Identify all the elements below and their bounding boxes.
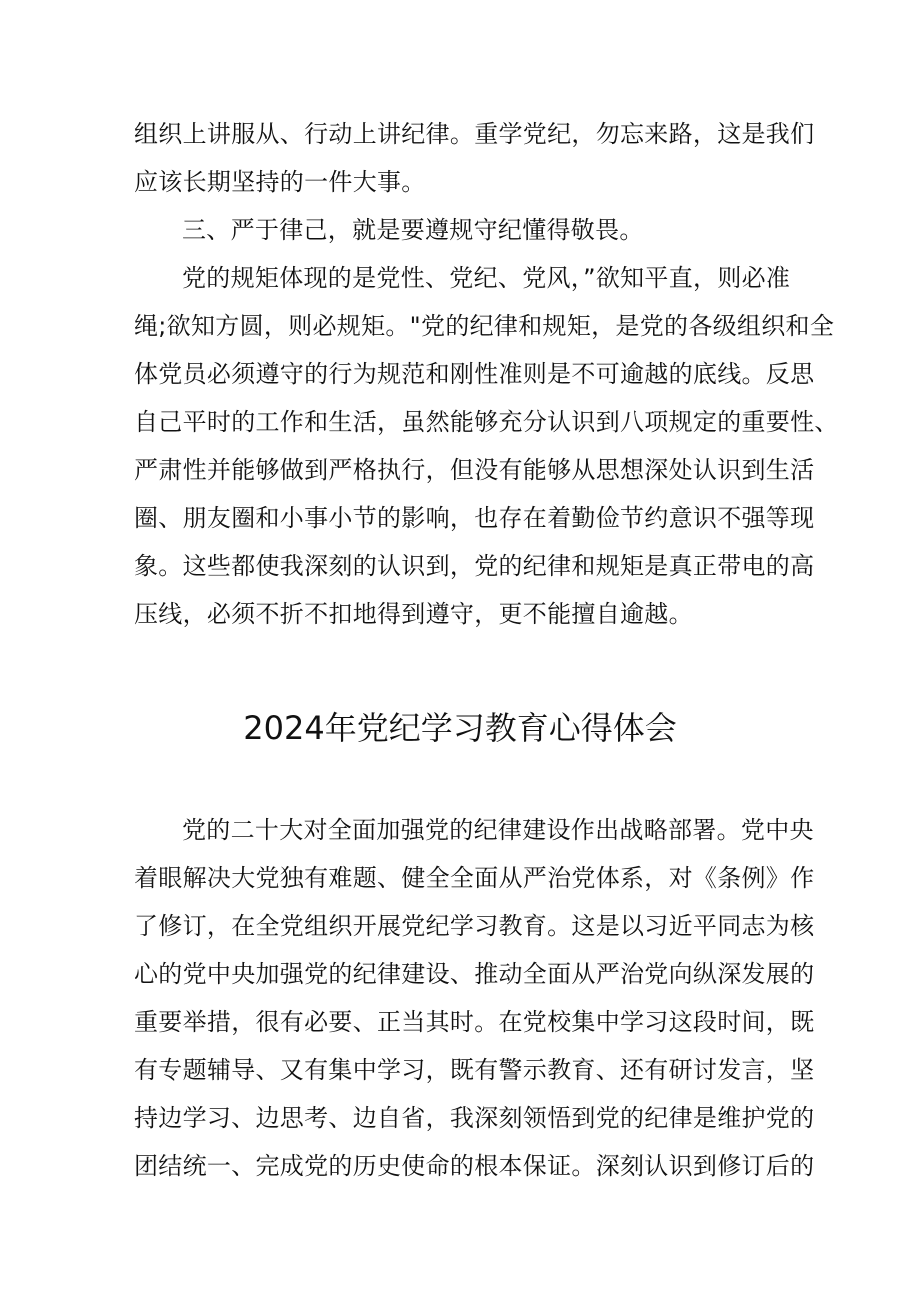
paragraph-line: 团结统一、完成党的历史使命的根本保证。深刻认识到修订后的 <box>134 1152 815 1180</box>
paragraph-line: 绳;欲知方圆，则必规矩。"党的纪律和规矩，是党的各级组织和全 <box>134 312 835 340</box>
document-title: 2024年党纪学习教育心得体会 <box>243 709 677 747</box>
paragraph-line: 组织上讲服从、行动上讲纪律。重学党纪，勿忘来路，这是我们 <box>134 120 815 148</box>
paragraph-line: 体党员必须遵守的行为规范和刚性准则是不可逾越的底线。反思 <box>134 360 815 388</box>
paragraph-line: 应该长期坚持的一件大事。 <box>134 168 426 196</box>
paragraph-line: 自己平时的工作和生活，虽然能够充分认识到八项规定的重要性、 <box>134 408 839 436</box>
paragraph-line: 象。这些都使我深刻的认识到，党的纪律和规矩是真正带电的高 <box>134 552 815 580</box>
paragraph-line: 了修订，在全党组织开展党纪学习教育。这是以习近平同志为核 <box>134 912 815 940</box>
paragraph-line: 圈、朋友圈和小事小节的影响，也存在着勤俭节约意识不强等现 <box>134 504 815 532</box>
section-heading: 三、严于律己，就是要遵规守纪懂得敬畏。 <box>182 216 644 244</box>
paragraph-line: 党的二十大对全面加强党的纪律建设作出战略部署。党中央 <box>182 816 814 844</box>
paragraph-line: 重要举措，很有必要、正当其时。在党校集中学习这段时间，既 <box>134 1008 815 1036</box>
paragraph-line: 持边学习、边思考、边自省，我深刻领悟到党的纪律是维护党的 <box>134 1104 815 1132</box>
paragraph-line: 有专题辅导、又有集中学习，既有警示教育、还有研讨发言，坚 <box>134 1056 815 1084</box>
paragraph-line: 党的规矩体现的是党性、党纪、党风，”欲知平直，则必准 <box>182 264 791 292</box>
paragraph-line: 着眼解决大党独有难题、健全全面从严治党体系，对《条例》作 <box>134 864 815 892</box>
paragraph-line: 压线，必须不折不扣地得到遵守，更不能擅自逾越。 <box>134 600 693 628</box>
paragraph-line: 严肃性并能够做到严格执行，但没有能够从思想深处认识到生活 <box>134 456 815 484</box>
paragraph-line: 心的党中央加强党的纪律建设、推动全面从严治党向纵深发展的 <box>134 960 815 988</box>
